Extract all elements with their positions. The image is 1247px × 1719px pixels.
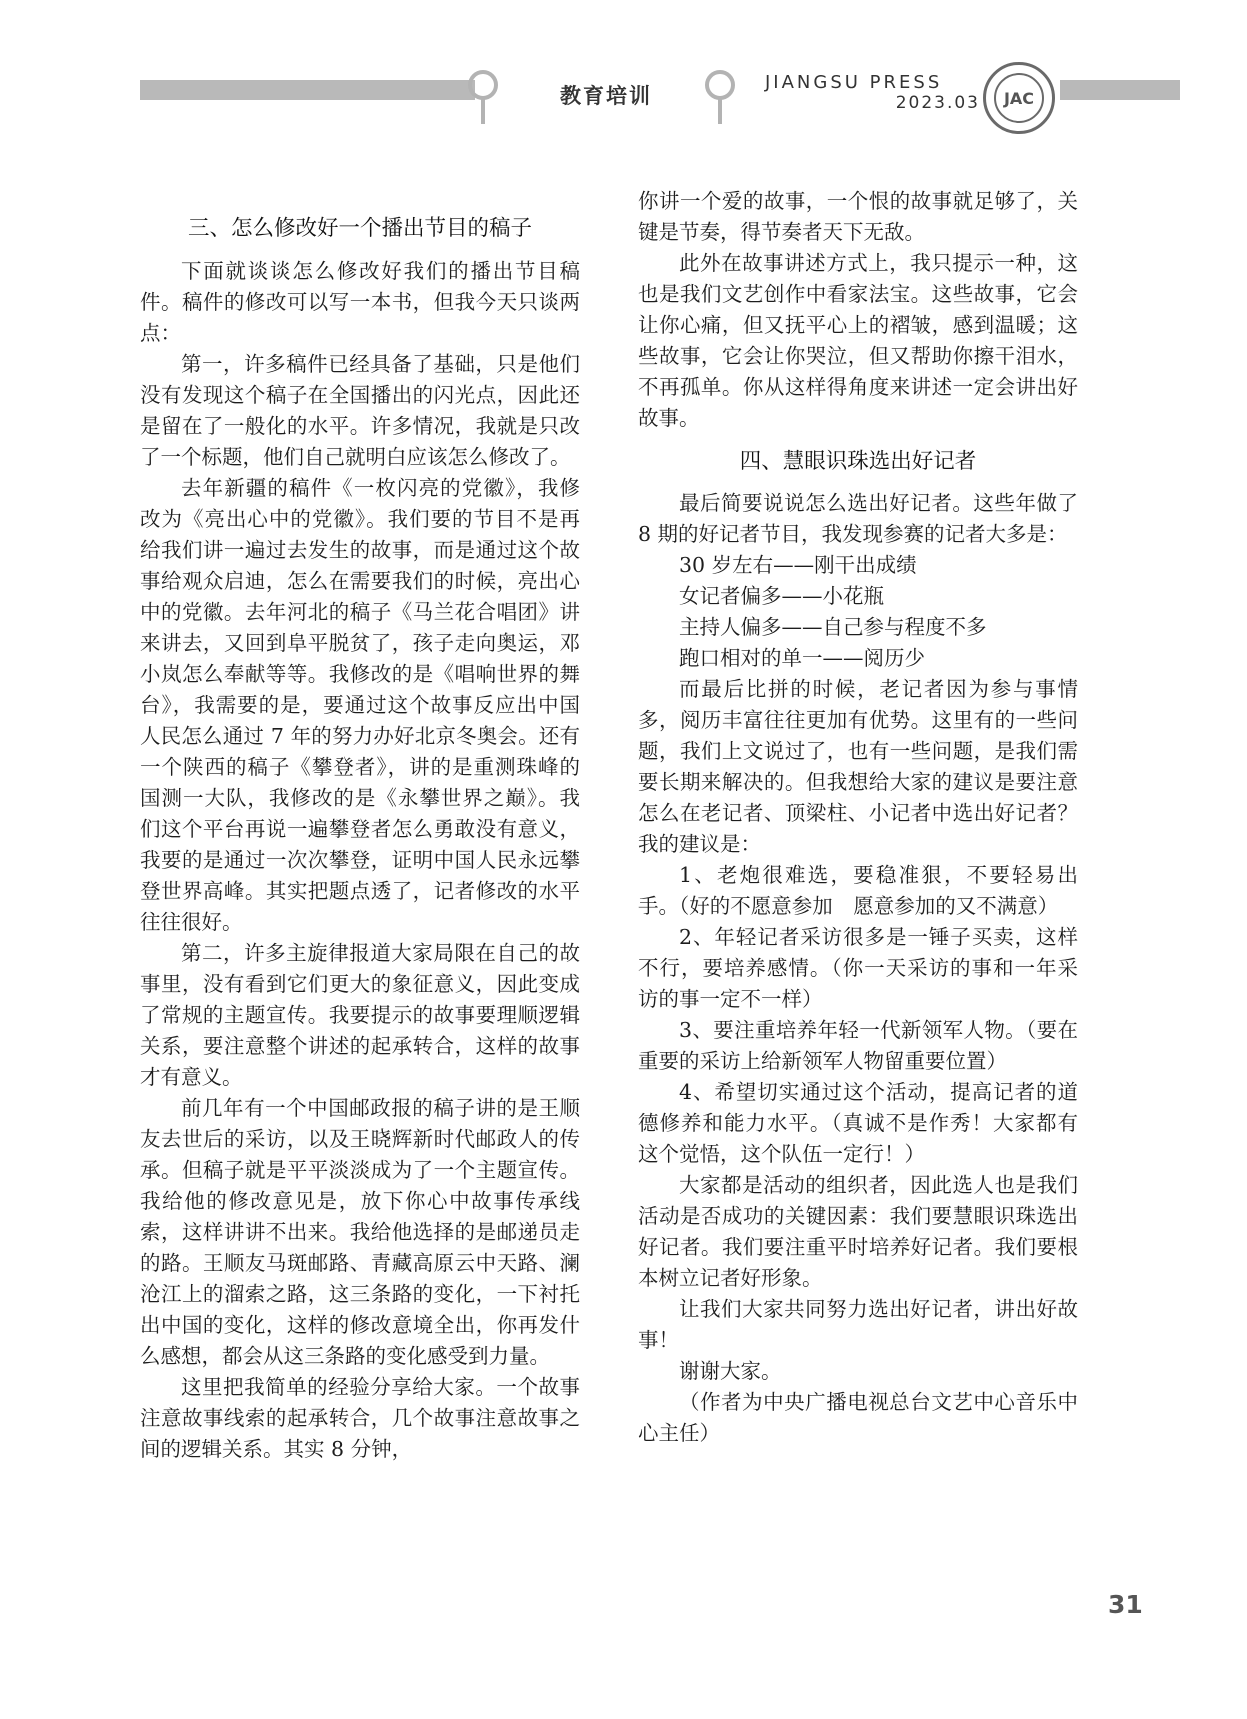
list-item: 女记者偏多——小花瓶	[679, 584, 884, 608]
paragraph: 3、要注重培养年轻一代新领军人物。（要在重要的采访上给新领军人物留重要位置）	[638, 1018, 1078, 1073]
paragraph: 4、希望切实通过这个活动，提高记者的道德修养和能力水平。（真诚不是作秀！大家都有这个觉悟，这个队伍一定行！）	[638, 1080, 1078, 1166]
paragraph: 2、年轻记者采访很多是一锤子买卖，这样不行，要培养感情。（你一天采访的事和一年采访的事一定不一样）	[638, 925, 1078, 1011]
paragraph: 最后简要说说怎么选出好记者。这些年做了 8 期的好记者节目，我发现参赛的记者大多是：	[638, 491, 1078, 546]
paragraph: 1、老炮很难选，要稳准狠，不要轻易出手。（好的不愿意参加 愿意参加的又不满意）	[638, 863, 1078, 918]
section-heading-4: 四、慧眼识珠选出好记者	[739, 449, 977, 474]
section-heading-3: 三、怎么修改好一个播出节目的稿子	[187, 216, 532, 241]
publication-info	[765, 73, 980, 113]
list-item: 主持人偏多——自己参与程度不多	[679, 615, 987, 639]
paragraph: 而最后比拼的时候，老记者因为参与事情多，阅历丰富往往更加有优势。这里有的一些问题，我们上文说过了，也有一些问题，是我们需要长期来解决的。但我想给大家的建议是要注意怎么在老记者、顶梁柱、小记者中选出好记者？我的建议是：	[638, 677, 1078, 856]
issue-number: 2023.03	[895, 93, 980, 113]
paragraph: 前几年有一个中国邮政报的稿子讲的是王顺友去世后的采访，以及王晓辉新时代邮政人的传承。但稿子就是平平淡淡成为了一个主题宣传。我给他的修改意见是，放下你心中故事传承线索，这样讲讲不出来。我给他选择的是邮递员走的路。王顺友马斑邮路、青藏高原云中天路、澜沧江上的溜索之路，这三条路的变化，一下衬托出中国的变化，这样的修改意境全出，你再发什么感想，都会从这三条路的变化感受到力量。	[140, 1096, 580, 1368]
paragraph: 让我们大家共同努力选出好记者，讲出好故事！	[638, 1297, 1078, 1352]
paragraph: 大家都是活动的组织者，因此选人也是我们活动是否成功的关键因素：我们要慧眼识珠选出好记者。我们要注重平时培养好记者。我们要根本树立记者好形象。	[638, 1173, 1078, 1290]
list-item: 跑口相对的单一——阅历少	[679, 646, 925, 670]
publication-name: JIANGSU PRESS	[765, 72, 943, 93]
pin-icon	[468, 70, 498, 126]
paragraph: 第二，许多主旋律报道大家局限在自己的故事里，没有看到它们更大的象征意义，因此变成了常规的主题宣传。我要提示的故事要理顺逻辑关系，要注意整个讲述的起承转合，这样的故事才有意义。	[140, 941, 580, 1089]
paragraph: 去年新疆的稿件《一枚闪亮的党徽》，我修改为《亮出心中的党徽》。我们要的节目不是再给我们讲一遍过去发生的故事，而是通过这个故事给观众启迪，怎么在需要我们的时候，亮出心中的党徽。去年河北的稿子《马兰花合唱团》讲来讲去，又回到阜平脱贫了，孩子走向奥运，邓小岚怎么奉献等等。我修改的是《唱响世界的舞台》，我需要的是，要通过这个故事反应出中国人民怎么通过 7 年的努力办好北京冬奥会。还有一个陕西的稿子《攀登者》，讲的是重测珠峰的国测一大队，我修改的是《永攀世界之巅》。我们这个平台再说一遍攀登者怎么勇敢没有意义，我要的是通过一次次攀登，证明中国人民永远攀登世界高峰。其实把题点透了，记者修改的水平往往很好。	[140, 476, 580, 934]
header-bar-left	[140, 80, 475, 100]
paragraph: 下面就谈谈怎么修改好我们的播出节目稿件。稿件的修改可以写一本书，但我今天只谈两点：	[140, 259, 580, 345]
paragraph: 这里把我简单的经验分享给大家。一个故事注意故事线索的起承转合，几个故事注意故事之间的逻辑关系。其实 8 分钟，	[140, 1375, 580, 1461]
page-number: 31	[1108, 1590, 1143, 1619]
right-column	[638, 186, 1078, 1449]
left-column	[140, 213, 580, 1465]
author-note: （作者为中央广播电视总台文艺中心音乐中心主任）	[638, 1390, 1078, 1445]
header-bar-right	[1060, 80, 1180, 100]
list-item: 30 岁左右——刚干出成绩	[679, 553, 917, 577]
press-association-logo-icon: JAC	[983, 62, 1055, 134]
paragraph: 第一，许多稿件已经具备了基础，只是他们没有发现这个稿子在全国播出的闪光点，因此还是留在了一般化的水平。许多情况，我就是只改了一个标题，他们自己就明白应该怎么修改了。	[140, 352, 580, 469]
section-title: 教育培训	[560, 84, 652, 108]
pin-icon	[705, 70, 735, 126]
paragraph: 此外在故事讲述方式上，我只提示一种，这也是我们文艺创作中看家法宝。这些故事，它会让你心痛，但又抚平心上的褶皱，感到温暖；这些故事，它会让你哭泣，但又帮助你擦干泪水，不再孤单。你从这样得角度来讲述一定会讲出好故事。	[638, 251, 1078, 430]
paragraph-continued: 你讲一个爱的故事，一个恨的故事就足够了，关键是节奏，得节奏者天下无敌。	[638, 189, 1078, 244]
paragraph: 谢谢大家。	[679, 1359, 782, 1383]
